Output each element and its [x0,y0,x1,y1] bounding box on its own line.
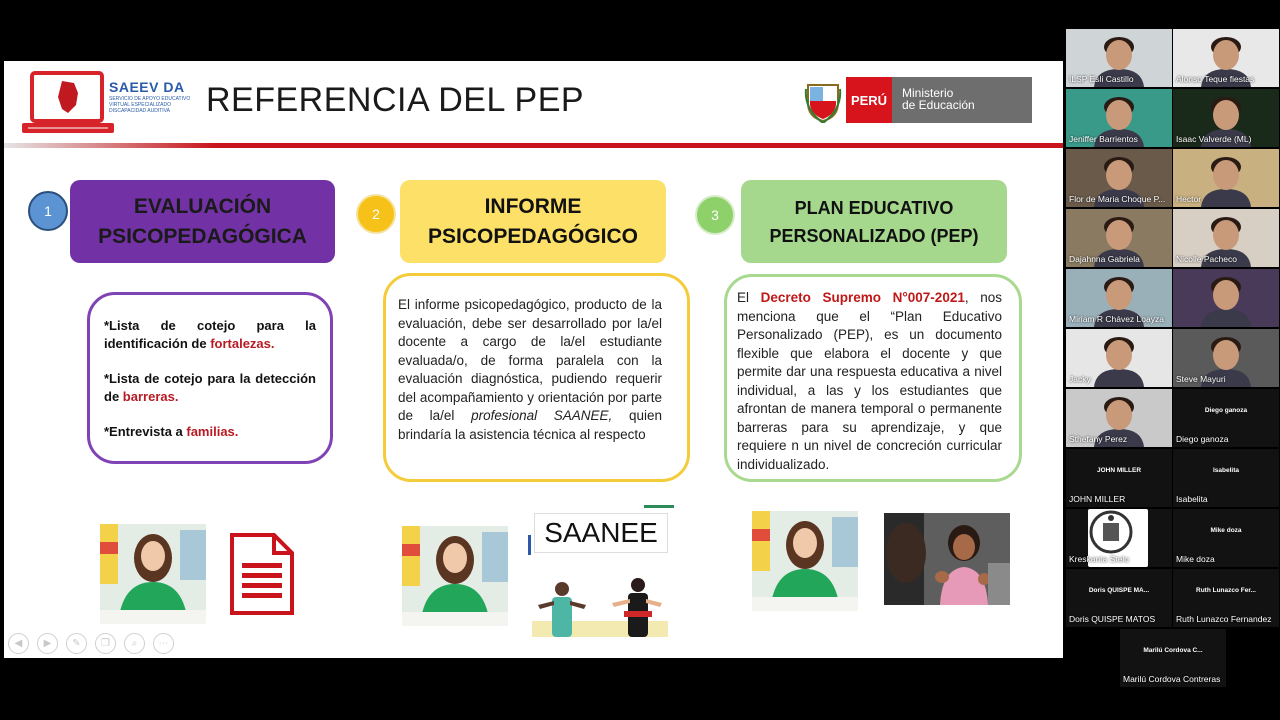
participant-tile[interactable] [1173,449,1279,507]
copy-icon[interactable]: ❐ [95,633,116,654]
prev-icon[interactable]: ◀ [8,633,29,654]
participant-name: Marilú Cordova Contreras [1123,674,1221,684]
participant-name: Flor de Maria Choque P... [1069,194,1166,204]
participant-name: Miriam R Chávez Loayza [1069,314,1164,324]
participant-tile[interactable] [1066,389,1172,447]
participant-name: Dajahnna Gabriela [1069,254,1140,264]
participant-name: Jacky [1069,374,1091,384]
participant-tile[interactable] [1120,629,1226,687]
pep-text-box [724,274,1022,482]
step-number-3: 3 [695,195,735,235]
participant-name: Doris QUISPE MATOS [1069,614,1156,624]
more-icon[interactable]: ⋯ [153,633,174,654]
participant-tile[interactable] [1066,149,1172,207]
document-icon [228,533,296,615]
participant-name: JOHN MILLER [1069,494,1126,504]
shared-slide [4,61,1063,658]
heading-informe: INFORME PSICOPEDAGÓGICO [400,180,666,263]
participant-name: Nicolle Pacheco [1176,254,1237,264]
participant-name: Mike doza [1176,554,1215,564]
teacher-photo [100,524,206,624]
informe-text-box [383,273,690,482]
slide-title: REFERENCIA DEL PEP [206,81,585,119]
participant-tile[interactable] [1173,329,1279,387]
participant-name: Alonso Teque fiestas [1176,74,1255,84]
laptop-logo-icon [22,69,114,139]
participant-tile[interactable] [1173,269,1279,327]
pen-icon[interactable]: ✎ [66,633,87,654]
heading-evaluacion: EVALUACIÓN PSICOPEDAGÓGICA [70,180,335,263]
slide-header [4,61,1063,151]
peru-shield-icon [804,79,842,123]
participant-name: Steve Mayuri [1176,374,1226,384]
participant-display-name: Mike doza [1210,527,1242,534]
brand-subtitle: SERVICIO DE APOYO EDUCATIVO VIRTUAL ESPECIALIZADO DISCAPACIDAD AUDITIVA [109,96,191,114]
participant-name: Isabelita [1176,494,1208,504]
participant-name: Hector [1176,194,1202,204]
step-number-1: 1 [28,191,68,231]
ministry-line-2: de Educación [902,98,975,112]
list-item: *Lista de cotejo para la identificación de fortalezas. [104,318,316,351]
participant-video [1173,269,1279,327]
pep-paragraph: El Decreto Supremo N°007-2021, nos menciona que el “Plan Educativo Personalizado (PEP), es un documento flexible que elabora el docente y que permite dar una respuesta educativa a nivel individual, a las y los estudiantes que afrontan de manera temporal o permanente barreras para su aprendizaje, y que requiere n un nivel de concreción curricular individualizado. [737,290,1002,472]
participant-name: Kreskanta Stelo [1069,554,1130,564]
ministry-line-1: Ministerio [902,86,954,100]
participant-tile[interactable] [1173,29,1279,87]
participant-tile[interactable] [1066,29,1172,87]
participant-tile[interactable] [1173,149,1279,207]
peru-label: PERÚ [846,77,892,123]
participant-tile[interactable] [1066,89,1172,147]
presentation-toolbar [8,633,174,655]
participant-display-name: Isabelita [1212,467,1239,474]
heading-plan: PLAN EDUCATIVO PERSONALIZADO (PEP) [741,180,1007,263]
teacher-photo [752,511,858,611]
participant-display-name: JOHN MILLER [1096,467,1142,474]
participant-display-name: Doris QUISPE MA... [1088,587,1150,594]
list-item: *Lista de cotejo para la detección de barreras. [104,371,316,404]
participant-name: Jeniffer Barrientos [1069,134,1138,144]
saanee-label: SAANEE [534,513,668,553]
participant-tile[interactable] [1066,209,1172,267]
next-icon[interactable]: ▶ [37,633,58,654]
ministry-label [892,77,1032,123]
participant-display-name: Ruth Lunazco Fer... [1196,587,1256,594]
participant-display-name: Diego ganoza [1204,407,1248,414]
participant-name: Ruth Lunazco Fernandez [1176,614,1272,624]
zoom-icon[interactable]: ⌕ [124,633,145,654]
informe-paragraph: El informe psicopedagógico, producto de la evaluación, debe ser desarrollado por la/el docente a cargo de la/el estudiante evaluada/o, de forma paralela con la evaluación diagnóstica, pudiendo requerir del acompañamiento y orientación por parte de la/el profesional SAANEE, quien brindaría la asistencia técnica al respecto [398,297,662,442]
participant-tile[interactable] [1066,449,1172,507]
participant-tile[interactable] [1173,569,1279,627]
participant-display-name: Marilú Cordova C... [1143,647,1203,654]
participant-name: ILSP Esli Castillo [1069,74,1134,84]
participant-tile[interactable] [1173,509,1279,567]
header-divider [4,143,1063,148]
participant-tile[interactable] [1066,569,1172,627]
evaluation-list-box [87,292,333,464]
participant-tile[interactable] [1173,209,1279,267]
participant-tile[interactable] [1173,389,1279,447]
participant-name: Diego ganoza [1176,434,1229,444]
participant-name: Sthefany Perez [1069,434,1128,444]
brand-name: SAEEV DA [109,79,185,95]
teacher-photo [402,526,508,626]
saanee-illustration [528,505,674,639]
ministry-logo [804,77,1036,125]
participant-tile[interactable] [1066,329,1172,387]
participant-tile[interactable] [1066,509,1172,567]
sign-language-photo [884,513,1010,605]
list-item: *Entrevista a familias. [104,424,239,439]
participant-tile[interactable] [1066,269,1172,327]
participant-name: Isaac Valverde (ML) [1176,134,1252,144]
step-number-2: 2 [356,194,396,234]
participant-tile[interactable] [1173,89,1279,147]
